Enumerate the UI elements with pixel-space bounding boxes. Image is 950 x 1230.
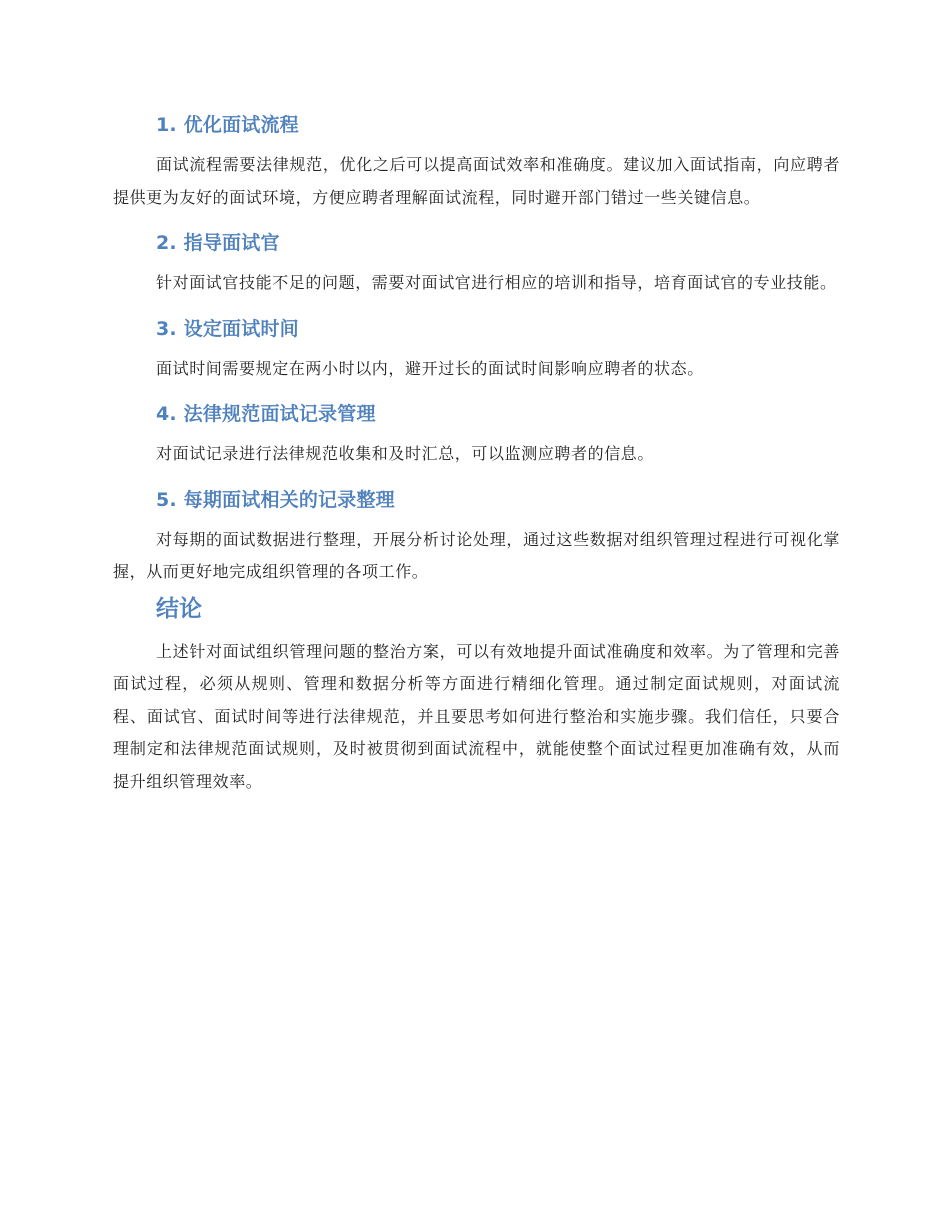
conclusion-body: 上述针对面试组织管理问题的整治方案，可以有效地提升面试准确度和效率。为了管理和完善面试过程，必须从规则、管理和数据分析等方面进行精细化管理。通过制定面试规则，对面试流程、面试官、面试时间等进行法律规范，并且要思考如何进行整治和实施步骤。我们信任，只要合理制定和法律规范面试规则，及时被贯彻到面试流程中，就能使整个面试过程更加准确有效，从而提升组织管理效率。 bbox=[113, 641, 840, 791]
section-heading-2: 2. 指导面试官 bbox=[156, 232, 280, 254]
section-body-3: 面试时间需要规定在两小时以内，避开过长的面试时间影响应聘者的状态。 bbox=[156, 358, 704, 378]
conclusion-heading: 结论 bbox=[156, 595, 202, 622]
section-body-2: 针对面试官技能不足的问题，需要对面试官进行相应的培训和指导，培育面试官的专业技能。 bbox=[156, 273, 837, 292]
section-heading-5: 5. 每期面试相关的记录整理 bbox=[156, 488, 395, 511]
document-content bbox=[113, 108, 840, 798]
section-body-4: 对面试记录进行法律规范收集和及时汇总，可以监测应聘者的信息。 bbox=[156, 444, 655, 463]
section-heading-1: 1. 优化面试流程 bbox=[156, 114, 299, 136]
section-body-1: 面试流程需要法律规范，优化之后可以提高面试效率和准确度。建议加入面试指南，向应聘者提供更为友好的面试环境，方便应聘者理解面试流程，同时避开部门错过一些关键信息。 bbox=[113, 155, 840, 207]
section-body-5: 对每期的面试数据进行整理，开展分析讨论处理，通过这些数据对组织管理过程进行可视化掌握，从而更好地完成组织管理的各项工作。 bbox=[113, 529, 840, 581]
section-heading-3: 3. 设定面试时间 bbox=[156, 317, 299, 340]
section-heading-4: 4. 法律规范面试记录管理 bbox=[156, 403, 376, 425]
